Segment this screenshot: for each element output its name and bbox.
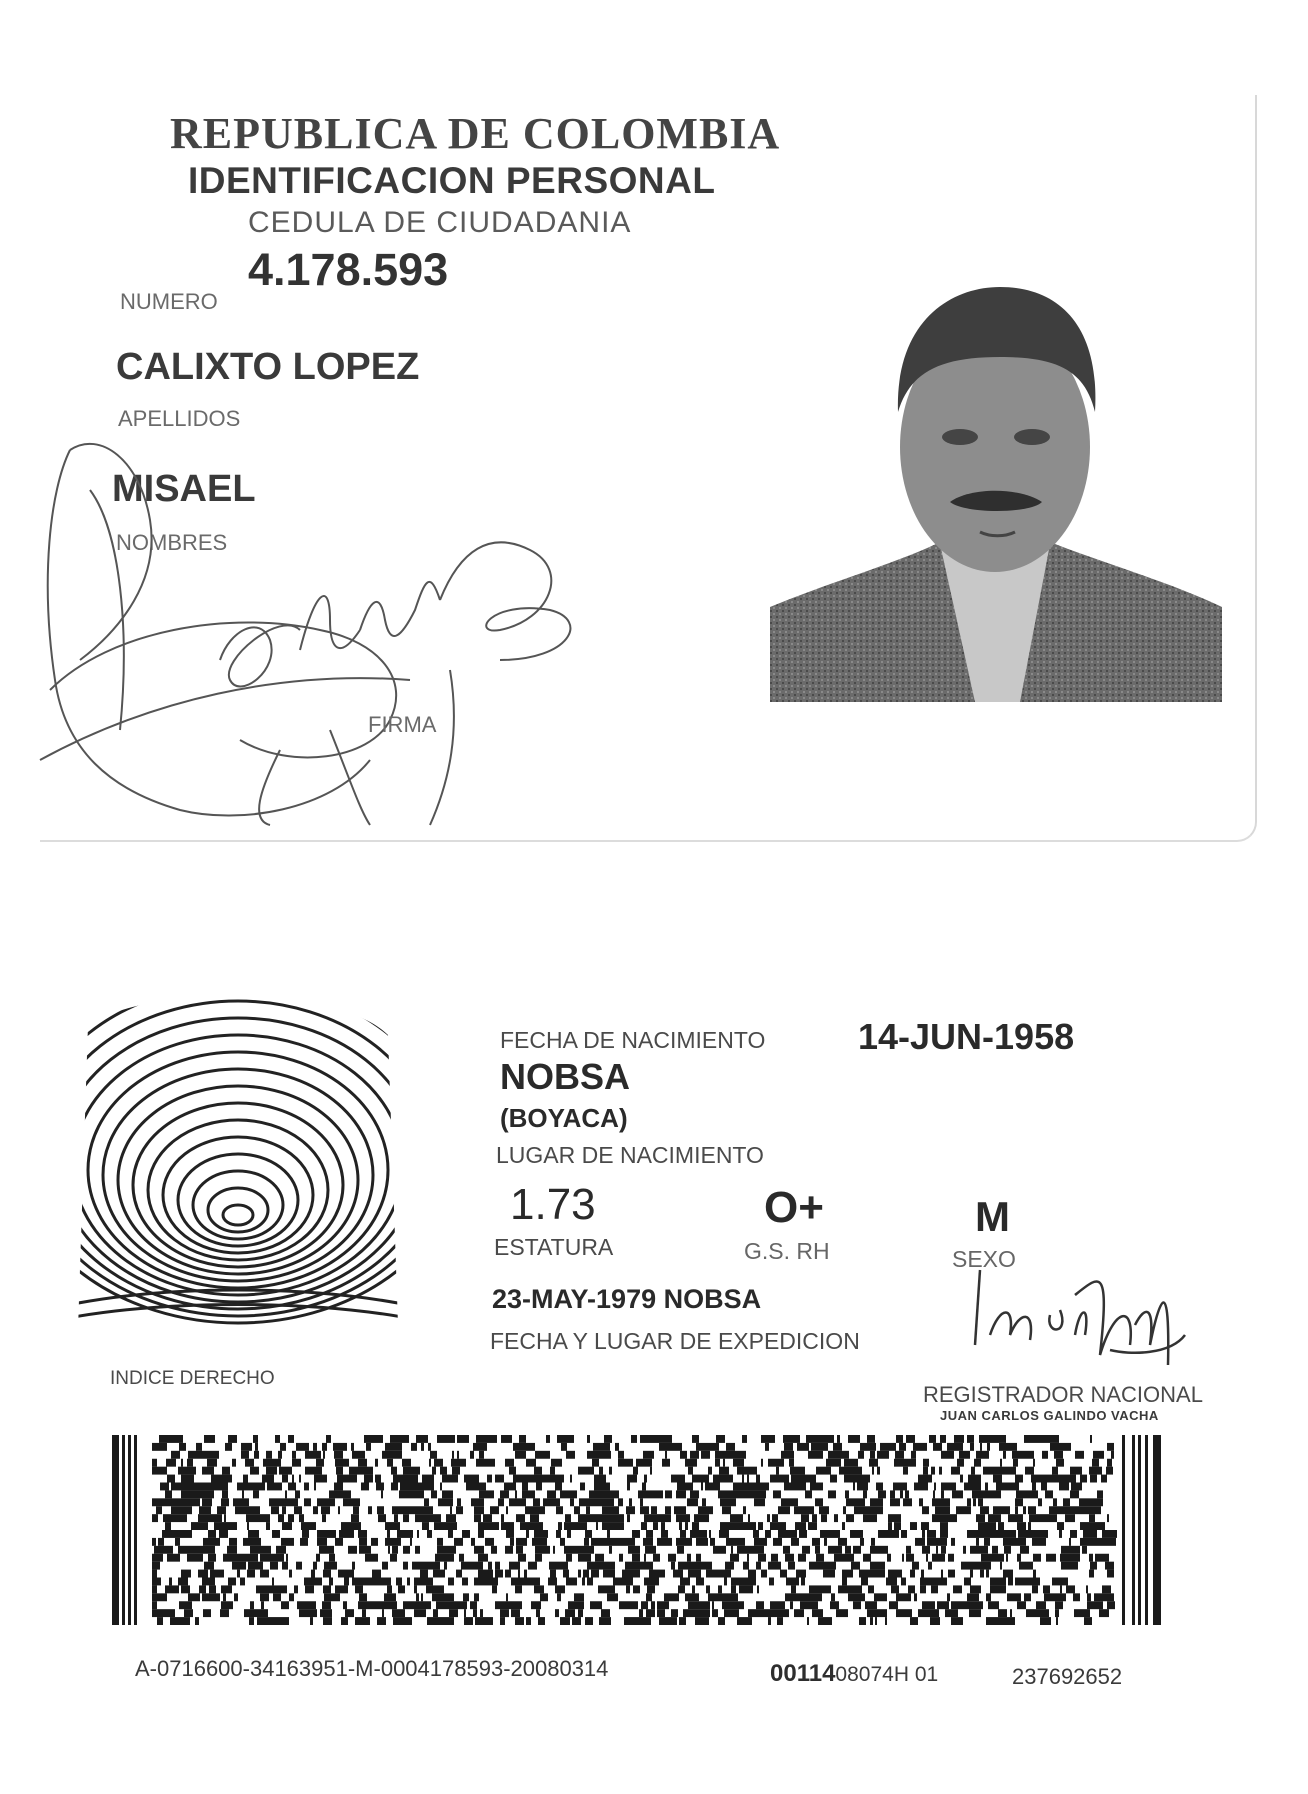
registrar-title: REGISTRADOR NACIONAL xyxy=(923,1382,1203,1407)
sex-value: M xyxy=(975,1193,1010,1240)
surnames-value: CALIXTO LOPEZ xyxy=(116,346,420,388)
issue-date-place-value: 23-MAY-1979 NOBSA xyxy=(492,1284,762,1314)
mrz-code-right: 237692652 xyxy=(1012,1664,1123,1689)
signature-label: FIRMA xyxy=(368,712,437,737)
height-label: ESTATURA xyxy=(494,1234,614,1260)
registrar-name: JUAN CARLOS GALINDO VACHA xyxy=(940,1408,1159,1423)
issue-date-place-label: FECHA Y LUGAR DE EXPEDICION xyxy=(490,1328,860,1354)
sex-label: SEXO xyxy=(952,1246,1016,1272)
country-title: REPUBLICA DE COLOMBIA xyxy=(170,109,781,158)
surnames-label: APELLIDOS xyxy=(118,406,241,431)
mrz-code-middle xyxy=(770,1660,938,1688)
birth-place-dept: (BOYACA) xyxy=(500,1103,628,1133)
section-title: IDENTIFICACION PERSONAL xyxy=(188,160,716,201)
birth-place-city: NOBSA xyxy=(500,1056,631,1097)
mrz-code-middle-bold: 00114 xyxy=(770,1660,836,1687)
holder-signature-image xyxy=(30,430,590,830)
mrz-code-middle-rest: 08074H 01 xyxy=(835,1663,939,1686)
mrz-code-left: A-0716600-34163951-M-0004178593-20080314 xyxy=(135,1656,609,1681)
blood-type-label: G.S. RH xyxy=(744,1238,830,1264)
fingerprint-label: INDICE DERECHO xyxy=(110,1368,275,1389)
pdf417-barcode xyxy=(112,1435,1162,1625)
holder-photo xyxy=(770,262,1222,702)
height-value: 1.73 xyxy=(510,1180,596,1229)
blood-type-value: O+ xyxy=(764,1183,824,1232)
names-value: MISAEL xyxy=(112,468,256,510)
registrar-signature-image xyxy=(960,1265,1190,1385)
names-label: NOMBRES xyxy=(116,530,228,555)
birth-place-label: LUGAR DE NACIMIENTO xyxy=(496,1142,764,1168)
number-label: NUMERO xyxy=(120,289,218,314)
doc-type: CEDULA DE CIUDADANIA xyxy=(248,206,632,239)
id-number: 4.178.593 xyxy=(248,244,449,295)
fingerprint-image xyxy=(68,985,408,1340)
birth-date-value: 14-JUN-1958 xyxy=(858,1016,1075,1057)
birth-date-label: FECHA DE NACIMIENTO xyxy=(500,1027,766,1053)
